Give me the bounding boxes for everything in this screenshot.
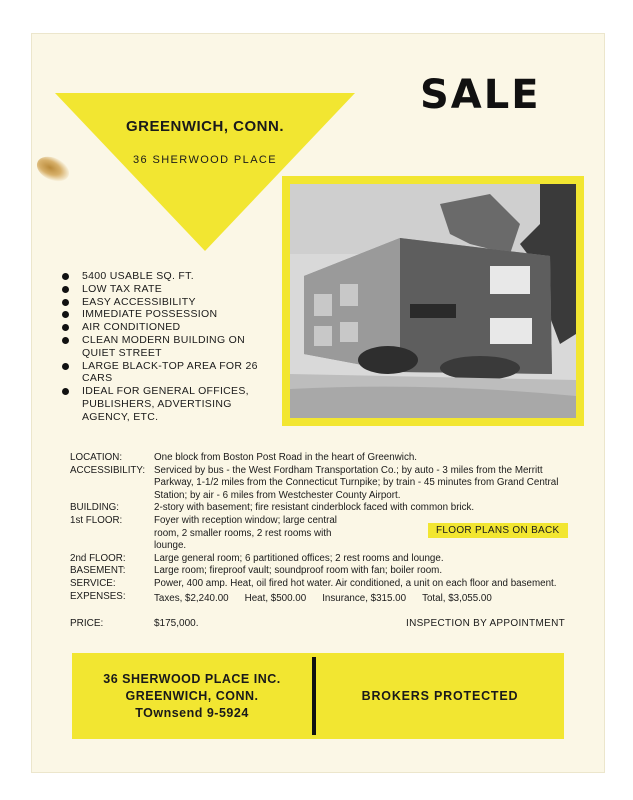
- feature-item: LOW TAX RATE: [60, 283, 280, 296]
- first-floor-value: Foyer with reception window; large central room, 2 smaller rooms, 2 rest rooms with lounge.: [154, 514, 337, 552]
- company-name: 36 SHERWOOD PLACE INC.: [103, 671, 281, 686]
- expense-insurance: Insurance, $315.00: [322, 592, 407, 604]
- expenses-label: EXPENSES:: [70, 590, 126, 602]
- building-photo-drawing: [290, 184, 576, 418]
- photo-frame: [282, 176, 584, 426]
- building-label: BUILDING:: [70, 502, 119, 514]
- second-floor-label: 2nd FLOOR:: [70, 552, 126, 564]
- building-row: [70, 502, 570, 515]
- inspection-note: INSPECTION BY APPOINTMENT: [405, 618, 565, 629]
- feature-item: AIR CONDITIONED: [60, 321, 280, 334]
- street-address: 36 SHERWOOD PLACE: [132, 154, 278, 166]
- company-phone: TOwnsend 9-5924: [135, 705, 249, 720]
- second-floor-row: [70, 553, 570, 566]
- expenses-row: [70, 591, 570, 606]
- feature-item: IMMEDIATE POSSESSION: [60, 308, 280, 321]
- price-label: PRICE:: [70, 618, 104, 629]
- feature-item: IDEAL FOR GENERAL OFFICES, PUBLISHERS, ADVERTISING AGENCY, ETC.: [60, 385, 280, 423]
- building-value: 2-story with basement; fire resistant cinderblock faced with common brick.: [154, 502, 475, 514]
- company-block: [72, 653, 312, 739]
- feature-list: [60, 270, 280, 424]
- feature-item: CLEAN MODERN BUILDING ON QUIET STREET: [60, 334, 280, 360]
- feature-item: EASY ACCESSIBILITY: [60, 296, 280, 309]
- first-floor-label: 1st FLOOR:: [70, 514, 123, 526]
- service-value: Power, 400 amp. Heat, oil fired hot water. Air conditioned, a unit on each floor and basement.: [154, 577, 557, 589]
- basement-row: [70, 565, 570, 578]
- price-row: [70, 618, 565, 629]
- service-row: [70, 578, 570, 591]
- second-floor-value: Large general room; 6 partitioned offices; 2 rest rooms and lounge.: [154, 552, 444, 564]
- building-photo-icon: [290, 184, 576, 418]
- expenses-values: [154, 593, 570, 606]
- expense-heat: Heat, $500.00: [244, 592, 307, 604]
- location-label: LOCATION:: [70, 452, 123, 463]
- basement-label: BASEMENT:: [70, 565, 126, 577]
- brokers-note: BROKERS PROTECTED: [361, 689, 519, 703]
- expense-taxes: Taxes, $2,240.00: [154, 592, 229, 604]
- floor-plans-badge: FLOOR PLANS ON BACK: [428, 523, 568, 538]
- company-city: GREENWICH, CONN.: [125, 688, 259, 703]
- accessibility-label: ACCESSIBILITY:: [70, 464, 146, 476]
- feature-item: LARGE BLACK-TOP AREA FOR 26 CARS: [60, 360, 280, 386]
- accessibility-row: [70, 465, 570, 503]
- price-value: $175,000.: [154, 618, 199, 629]
- service-label: SERVICE:: [70, 577, 116, 589]
- accessibility-value: Serviced by bus - the West Fordham Transportation Co.; by auto - 3 miles from the Merritt Parkway, 1-1/2 miles from the Connecticut Turnpike; by train - 45 minutes from Grand Central Station; by air - 6 miles from Westchester County Airport.: [154, 464, 559, 501]
- feature-item: 5400 USABLE SQ. FT.: [60, 270, 280, 283]
- footer-banner: [72, 653, 564, 739]
- expense-total: Total, $3,055.00: [422, 592, 492, 604]
- sale-title: SALE: [420, 72, 541, 118]
- location-value: One block from Boston Post Road in the heart of Greenwich.: [154, 452, 418, 463]
- location-row: [70, 452, 570, 465]
- city-heading: GREENWICH, CONN.: [126, 118, 284, 135]
- basement-value: Large room; fireproof vault; soundproof room with fan; boiler room.: [154, 565, 443, 577]
